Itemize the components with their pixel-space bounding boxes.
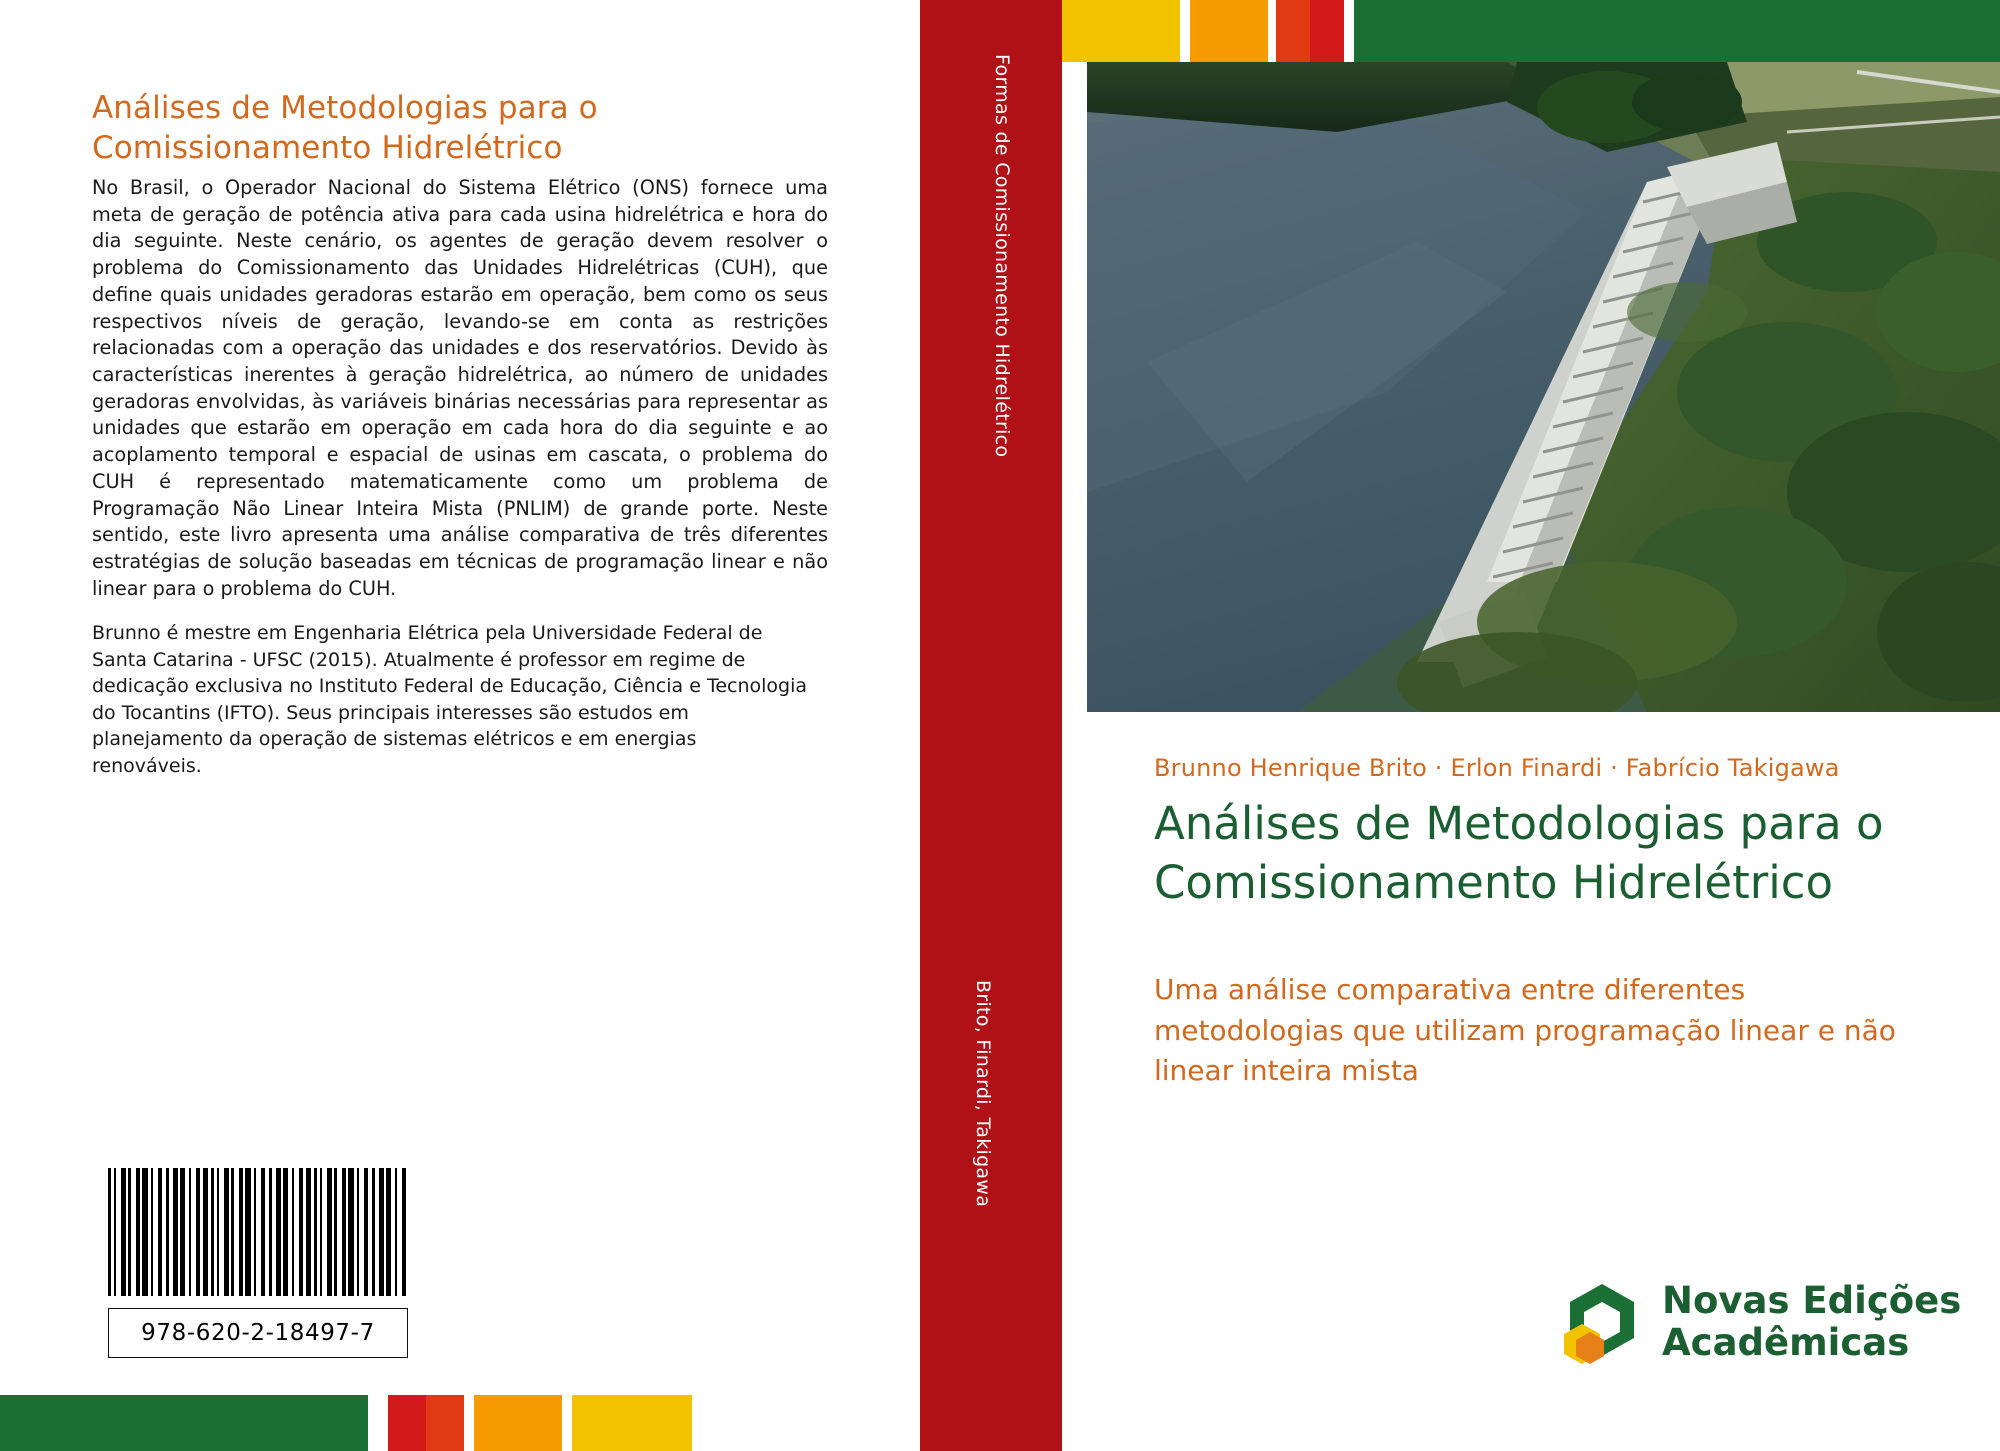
cover-photo: [1087, 62, 2000, 712]
back-cover-title: Análises de Metodologias para o Comissionamento Hidrelétrico: [92, 90, 598, 167]
publisher-name-line2: Acadêmicas: [1662, 1321, 1910, 1364]
front-cover-title: Análises de Metodologias para o Comissionamento Hidrelétrico: [1154, 797, 1884, 909]
color-bar-segment: [562, 1395, 572, 1451]
front-cover-color-bars: [1062, 0, 2000, 62]
color-bar-segment: [0, 1395, 368, 1451]
spine-title: Formas de Comissionamento Hidrelétrico: [991, 54, 1013, 458]
back-cover-color-bars: [0, 1395, 920, 1451]
color-bar-segment: [426, 1395, 464, 1451]
color-bar-segment: [1190, 0, 1268, 62]
color-bar-segment: [1310, 0, 1344, 62]
color-bar-segment: [1276, 0, 1310, 62]
cover-photo-illustration: [1087, 62, 2000, 712]
back-cover: [0, 0, 920, 1451]
front-cover-subtitle: Uma análise comparativa entre diferentes metodologias que utilizam programação linear e não linear inteira mista: [1154, 973, 1896, 1088]
publisher-name: [1662, 1280, 1961, 1364]
color-bar-segment: [1268, 0, 1276, 62]
color-bar-segment: [388, 1395, 426, 1451]
publisher-name-line1: Novas Edições: [1662, 1279, 1962, 1323]
color-bar-segment: [1062, 0, 1180, 62]
barcode-block: [108, 1168, 406, 1358]
front-cover: [1062, 0, 2000, 1451]
color-bar-segment: [368, 1395, 388, 1451]
color-bar-segment: [692, 1395, 920, 1451]
barcode-icon: [108, 1168, 406, 1296]
color-bar-segment: [474, 1395, 562, 1451]
front-cover-authors: Brunno Henrique Brito · Erlon Finardi · Fabrício Takigawa: [1154, 754, 1840, 782]
color-bar-segment: [572, 1395, 692, 1451]
hexagon-logo-icon: [1560, 1280, 1644, 1364]
publisher-logo: [1560, 1280, 1961, 1364]
book-spine: [920, 0, 1062, 1451]
isbn-number: 978-620-2-18497-7: [108, 1308, 408, 1358]
color-bar-segment: [1180, 0, 1190, 62]
spine-authors: Brito, Finardi, Takigawa: [972, 980, 994, 1208]
back-cover-abstract: No Brasil, o Operador Nacional do Sistema Elétrico (ONS) fornece uma meta de geração de potência ativa para cada usina hidrelétrica e hora do dia seguinte. Neste cenário, os agentes de geração devem resolver o problema do Comissionamento das Unidades Hidrelétricas (CUH), que define quais unidades geradoras estarão em operação, bem como os seus respectivos níveis de geração, levando-se em conta as restrições relacionadas com a operação das unidades e dos reservatórios. Devido às características inerentes à geração hidrelétrica, ao número de unidades geradoras envolvidas, às variáveis binárias necessárias para representar as unidades que estarão em operação em cada hora do dia seguinte e ao acoplamento temporal e espacial de usinas em cascata, o problema do CUH é representado matematicamente como um problema de Programação Não Linear Inteira Mista (PNLIM) de grande porte. Neste sentido, este livro apresenta uma análise comparativa de três diferentes estratégias de solução baseadas em técnicas de programação linear e não linear para o problema do CUH.: [92, 176, 828, 600]
color-bar-segment: [464, 1395, 474, 1451]
color-bar-segment: [1344, 0, 1354, 62]
color-bar-segment: [1354, 0, 2000, 62]
back-cover-author-biography: Brunno é mestre em Engenharia Elétrica pela Universidade Federal de Santa Catarina - UFSC (2015). Atualmente é professor em regime de dedicação exclusiva no Instituto Federal de Educação, Ciência e Tecnologia do Tocantins (IFTO). Seus principais interesses são estudos em planejamento da operação de sistemas elétricos e em energias renováveis.: [92, 622, 808, 777]
